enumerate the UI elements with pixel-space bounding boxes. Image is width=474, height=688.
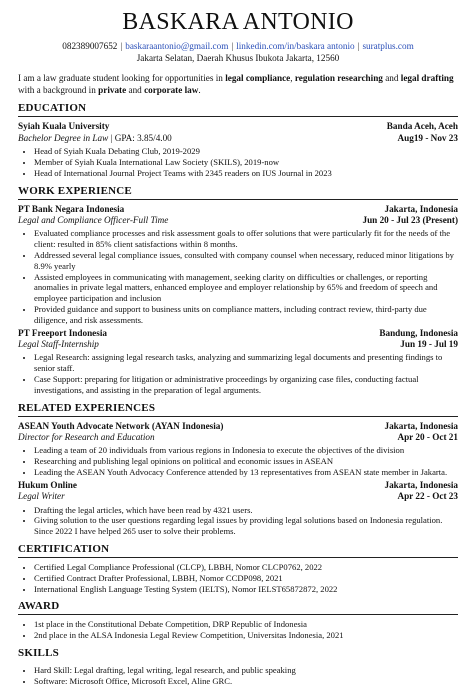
bullet-list — [18, 562, 458, 594]
phone-number: 082389007652 — [62, 41, 118, 51]
summary-keyword: legal compliance — [225, 73, 291, 83]
summary-text: and — [382, 73, 401, 83]
summary-text: , — [290, 73, 295, 83]
list-item: • Software: Microsoft Office, Microsoft Excel, Aline GRC. — [34, 676, 458, 687]
list-item: • Evaluated compliance processes and risk assessment goals to offer solutions that were particularly fit for the needs of the client: resulted in 85% client satisfactions within 8 months. — [34, 228, 458, 250]
list-item: • Addressed several legal compliance issues, consulted with company counsel when necessary, reduced minor litigations by 8.9% yearly — [34, 250, 458, 272]
bullet-list — [18, 619, 458, 641]
bullet-list — [18, 665, 458, 687]
company-name: PT Freeport Indonesia — [18, 327, 107, 338]
summary-text: . — [198, 85, 201, 96]
separator: | — [231, 41, 234, 51]
award-section — [18, 600, 458, 641]
section-title: EDUCATION — [18, 102, 458, 117]
certification-section — [18, 543, 458, 594]
section-title: AWARD — [18, 600, 458, 615]
bullet-list — [18, 445, 458, 477]
list-item: • Leading the ASEAN Youth Advocacy Conference attended by 13 representatives from ASEAN state member in Jakarta. — [34, 467, 458, 478]
work-entry — [18, 204, 458, 326]
experience-entry — [18, 421, 458, 478]
summary — [18, 72, 458, 96]
work-entry — [18, 328, 458, 396]
education-entry — [18, 121, 458, 178]
list-item: • Certified Contract Drafter Professional, LBBH, Nomor CCDP098, 2021 — [34, 573, 458, 584]
related-experiences-section — [18, 402, 458, 537]
institution-name: Syiah Kuala University — [18, 121, 110, 132]
address: Jakarta Selatan, Daerah Khusus Ibukota Jakarta, 12560 — [136, 53, 340, 63]
list-item: • Case Support: preparing for litigation or administrative proceedings by organizing case files, conducting factual investigations, and assisting in the preparation of legal arguments. — [34, 374, 458, 396]
location: Jakarta, Indonesia — [384, 420, 458, 431]
contact-line — [18, 40, 458, 52]
list-item: • Giving solution to the user questions regarding legal issues by providing legal solutions based on Indonesia regulation. Since 2022 I have helped 265 user to solve their problems. — [34, 515, 458, 537]
job-title: Legal Staff-Internship — [18, 339, 99, 349]
summary-keyword: legal drafting — [400, 73, 454, 83]
bullet-list — [18, 146, 458, 178]
separator: | — [357, 41, 360, 51]
summary-text: I am a law graduate student looking for opportunities in — [18, 73, 226, 83]
company-name: PT Bank Negara Indonesia — [18, 203, 125, 214]
location: Jakarta, Indonesia — [384, 479, 458, 490]
education-section — [18, 102, 458, 178]
section-title: CERTIFICATION — [18, 543, 458, 558]
list-item: • Assisted employees in communicating with management, seeking clarity on difficulties or challenges, or reporting anomalies in private legal matters, enhanced employee and employer relationship by 65% and freedom of speech and employee participation and inclusion — [34, 272, 458, 304]
bullet-list — [18, 505, 458, 537]
list-item: • Head of Syiah Kuala Debating Club, 2019-2029 — [34, 146, 458, 157]
section-title: RELATED EXPERIENCES — [18, 402, 458, 417]
summary-keyword: corporate law — [144, 85, 199, 96]
dates: Jun 20 - Jul 23 (Present) — [362, 215, 458, 226]
role-title: Director for Research and Education — [18, 432, 155, 442]
separator: | — [120, 41, 123, 51]
list-item: • Hard Skill: Legal drafting, legal writing, legal research, and public speaking — [34, 665, 458, 676]
gpa: GPA: 3.85/4.00 — [114, 132, 172, 143]
dates: Jun 19 - Jul 19 — [400, 339, 458, 349]
list-item: • Member of Syiah Kuala International Law Society (SKILS), 2019-now — [34, 157, 458, 168]
linkedin-link[interactable]: linkedin.com/in/baskara antonio — [236, 41, 355, 51]
list-item: • Provided guidance and support to business units on compliance matters, including contract review, third-party due diligence, and risk assessments. — [34, 304, 458, 326]
separator: | — [108, 132, 115, 143]
list-item: • 2nd place in the ALSA Indonesia Legal Review Competition, Universitas Indonesia, 2021 — [34, 630, 458, 641]
dates: Apr 20 - Oct 21 — [397, 432, 458, 442]
location: Jakarta, Indonesia — [384, 203, 458, 214]
skills-section — [18, 647, 458, 687]
list-item: • Drafting the legal articles, which have been read by 4321 users. — [34, 505, 458, 516]
list-item: • Leading a team of 20 individuals from various regions in Indonesia to execute the objectives of the division — [34, 445, 458, 456]
list-item: • 1st place in the Constitutional Debate Competition, DRP Republic of Indonesia — [34, 619, 458, 630]
location: Bandung, Indonesia — [379, 327, 458, 338]
section-title: WORK EXPERIENCE — [18, 185, 458, 200]
list-item: • Head of International Journal Project Teams with 2345 readers on IUS Journal in 2023 — [34, 168, 458, 179]
list-item: • Researching and publishing legal opinions on political and economic issues in ASEAN — [34, 456, 458, 467]
summary-text: with a background in — [18, 85, 99, 96]
dates: Apr 22 - Oct 23 — [397, 491, 458, 502]
role-title: Legal Writer — [18, 491, 65, 502]
summary-keyword: regulation researching — [294, 73, 383, 83]
section-title: SKILLS — [18, 646, 59, 659]
bullet-list — [18, 228, 458, 325]
summary-text: and — [126, 85, 145, 96]
experience-entry — [18, 480, 458, 537]
work-experience-section — [18, 185, 458, 396]
dates: Aug19 - Nov 23 — [397, 132, 458, 143]
list-item: • Certified Legal Compliance Professional (CLCP), LBBH, Nomor CLCP0762, 2022 — [34, 562, 458, 573]
location: Banda Aceh, Aceh — [386, 121, 458, 132]
website-link[interactable]: suratplus.com — [362, 41, 414, 51]
email-link[interactable]: baskaraantonio@gmail.com — [125, 41, 229, 51]
list-item: • International English Language Testing System (IELTS), Nomor IELST65872872, 2022 — [34, 584, 458, 595]
bullet-list — [18, 352, 458, 395]
candidate-name: BASKARA ANTONIO — [122, 9, 354, 35]
summary-keyword: private — [98, 85, 127, 96]
degree: Bachelor Degree in Law — [18, 132, 109, 143]
list-item: • Legal Research: assigning legal research tasks, analyzing and summarizing legal documents and presenting findings to senior staff. — [34, 352, 458, 374]
job-title: Legal and Compliance Officer-Full Time — [18, 215, 169, 226]
organization-name: Hukum Online — [18, 479, 77, 490]
organization-name: ASEAN Youth Advocate Network (AYAN Indonesia) — [18, 420, 224, 431]
